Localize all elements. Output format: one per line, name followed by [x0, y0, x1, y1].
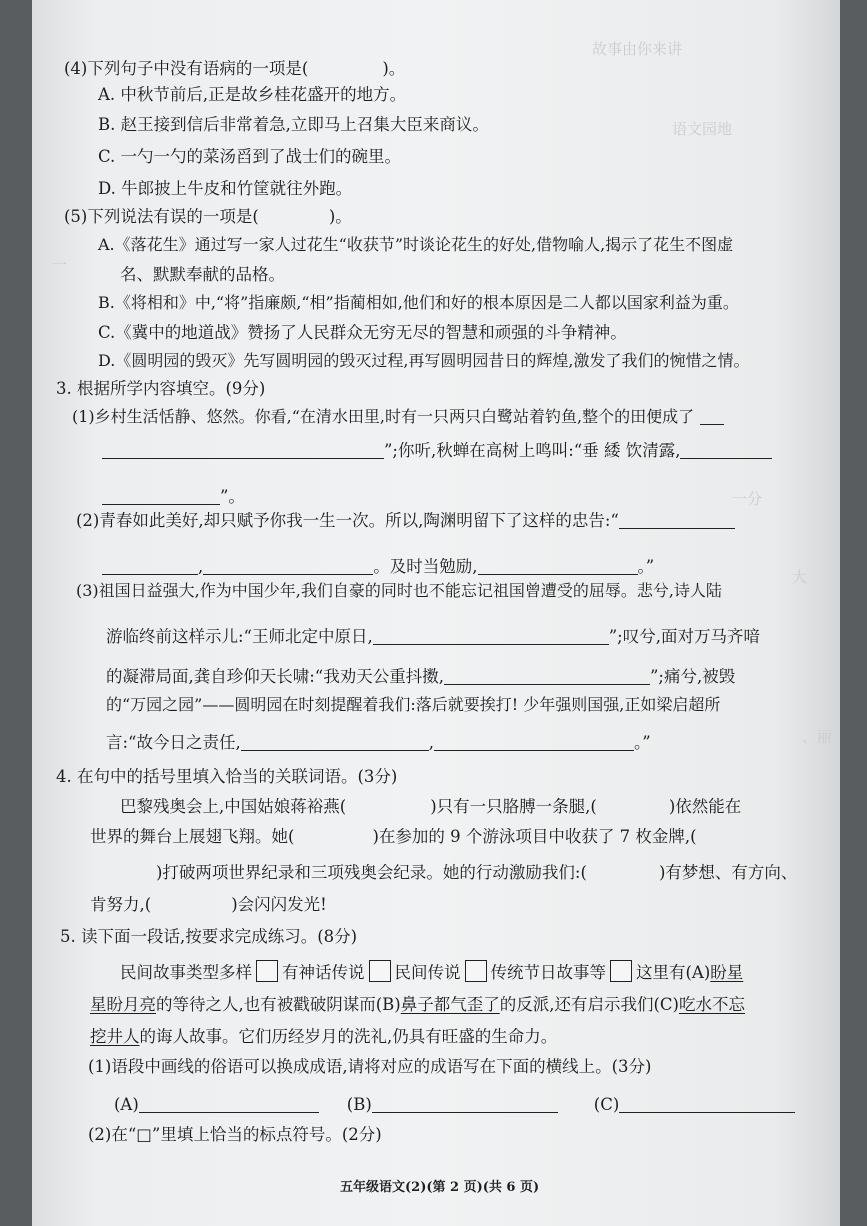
bleed-text: 语文园地 — [672, 120, 733, 138]
option-a: A. 中秋节前后,正是故乡桂花盛开的地方。 — [98, 85, 407, 104]
q3-part2-line2 — [102, 556, 654, 578]
text: 肯努力,( — [90, 895, 152, 914]
text: 有神话传说 — [282, 963, 365, 982]
fill-blank[interactable] — [680, 442, 772, 459]
bleed-text: 、丽 — [802, 728, 833, 746]
text: 游临终前这样示儿:“王师北定中原日, — [106, 627, 373, 646]
fill-blank[interactable] — [102, 558, 198, 575]
q3-part3-line5 — [106, 732, 651, 754]
underlined-proverb: 星盼月亮 — [90, 995, 156, 1014]
fill-blank[interactable] — [203, 558, 373, 575]
stem-end: )。 — [328, 207, 352, 226]
label-b: (B) — [346, 1095, 372, 1114]
option-b: B.《将相和》中,“将”指廉颇,“相”指蔺相如,他们和好的根本原因是二人都以国家利益为重。 — [98, 293, 739, 312]
option-c: C.《冀中的地道战》赞扬了人民群众无穷无尽的智慧和顽强的斗争精神。 — [98, 323, 627, 342]
text: 言:“故今日之责任, — [106, 733, 241, 752]
label-a: (A) — [114, 1095, 139, 1114]
fill-blank[interactable] — [102, 488, 220, 505]
stem-text: (4)下列句子中没有语病的一项是( — [64, 59, 309, 78]
fill-blank[interactable] — [373, 628, 609, 645]
text: ”;你听,秋蝉在高树上鸣叫:“垂 緌 饮清露, — [384, 441, 681, 460]
fill-blank[interactable] — [619, 512, 735, 529]
text: 民间传说 — [394, 963, 461, 982]
question-5-title: 5. 读下面一段话,按要求完成练习。(8分) — [60, 927, 358, 946]
text: 巴黎残奥会上,中国姑娘蒋裕燕( — [120, 797, 347, 816]
underlined-proverb: 吃水不忘 — [679, 995, 745, 1014]
text: 。” — [637, 557, 655, 576]
text: , — [198, 557, 204, 576]
answer-blank-a[interactable] — [139, 1096, 319, 1113]
q5-answer-line — [114, 1094, 795, 1116]
fill-blank[interactable] — [102, 442, 384, 459]
text: 。” — [634, 733, 651, 752]
exam-page — [32, 0, 840, 1226]
text: )依然能在 — [668, 797, 742, 816]
answer-blank-c[interactable] — [619, 1096, 795, 1113]
underlined-proverb: 鼻子都气歪了 — [400, 995, 500, 1014]
text: 的等待之人,也有被戳破阴谋而(B) — [156, 995, 401, 1014]
bleed-text: 一分 — [732, 490, 763, 508]
q3-part2-line1 — [76, 510, 735, 532]
bleed-text: 一 — [52, 256, 68, 274]
punctuation-box[interactable] — [465, 960, 487, 982]
text: )有梦想、有方向、 — [658, 863, 798, 882]
q4-line3 — [90, 862, 797, 884]
text: ”。 — [220, 487, 245, 506]
q5-sub2: (2)在“□”里填上恰当的标点符号。(2分) — [88, 1125, 382, 1144]
option-a-line2: 名、默默奉献的品格。 — [120, 265, 285, 284]
q4-line1 — [120, 796, 741, 818]
page-footer: 五年级语文(2)(第 2 页)(共 6 页) — [340, 1180, 540, 1195]
q3-part1-line1 — [72, 406, 724, 428]
text: 的反派,还有启示我们(C) — [499, 995, 679, 1014]
text: , — [428, 733, 434, 752]
fill-blank[interactable] — [434, 734, 634, 751]
text: 传统节日故事等 — [490, 963, 606, 982]
option-d: D.《圆明园的毁灭》先写圆明园的毁灭过程,再写圆明园昔日的辉煌,激发了我们的惋惜之情。 — [98, 351, 750, 370]
fill-blank[interactable] — [241, 734, 429, 751]
option-b: B. 赵王接到信后非常着急,立即马上召集大臣来商议。 — [98, 115, 489, 134]
q3-part1-line3 — [102, 486, 245, 508]
q5-line1 — [120, 960, 743, 984]
question-4-title: 4. 在句中的括号里填入恰当的关联词语。(3分) — [56, 767, 398, 786]
q3-part3-line2 — [106, 626, 760, 648]
q5-line2 — [90, 994, 745, 1016]
q3-part1-line2 — [102, 440, 772, 462]
text: )会闪闪发光! — [231, 895, 327, 914]
answer-blank-b[interactable] — [372, 1096, 558, 1113]
text: ”;叹兮,面对万马齐喑 — [608, 627, 760, 646]
punctuation-box[interactable] — [369, 960, 391, 982]
punctuation-box[interactable] — [610, 960, 632, 982]
punctuation-box[interactable] — [256, 960, 278, 982]
text: (1)乡村生活恬静、悠然。你看,“在清水田里,时有一只两只白鹭站着钓鱼,整个的田便成了 — [72, 407, 695, 426]
text: )在参加的 9 个游泳项目中收获了 7 枚金牌,( — [372, 827, 697, 846]
text: 这里有(A) — [636, 963, 711, 982]
bleed-text: 大 — [792, 568, 808, 586]
fill-blank[interactable] — [700, 408, 724, 425]
text: )打破两项世界纪录和三项残奥会纪录。她的行动激励我们:( — [156, 863, 587, 882]
q4-line4 — [90, 894, 327, 916]
text: )只有一只胳膊一条腿,( — [430, 797, 597, 816]
text: 的诲人故事。它们历经岁月的洗礼,仍具有旺盛的生命力。 — [139, 1027, 558, 1046]
text: ”;痛兮,被毁 — [649, 667, 736, 686]
underlined-proverb: 挖井人 — [90, 1027, 140, 1046]
stem-text: (5)下列说法有误的一项是( — [64, 207, 259, 226]
stem-end: )。 — [382, 59, 406, 78]
question-3-title: 3. 根据所学内容填空。(9分) — [56, 379, 266, 398]
exam-paper — [32, 0, 840, 1226]
option-d: D. 牛郎披上牛皮和竹筐就往外跑。 — [98, 179, 353, 198]
underlined-proverb: 盼星 — [710, 963, 744, 982]
text: 的凝滞局面,龚自珍仰天长啸:“我劝天公重抖擞, — [106, 667, 444, 686]
text: 世界的舞台上展翅飞翔。她( — [90, 827, 295, 846]
text: (2)青春如此美好,却只赋予你我一生一次。所以,陶渊明留下了这样的忠告:“ — [76, 511, 619, 530]
label-c: (C) — [593, 1095, 620, 1114]
q3-part3-line1: (3)祖国日益强大,作为中国少年,我们自豪的同时也不能忘记祖国曾遭受的屈辱。悲兮,诗人陆 — [76, 581, 722, 600]
q5-sub1: (1)语段中画线的俗语可以换成成语,请将对应的成语写在下面的横线上。(3分) — [88, 1057, 652, 1076]
fill-blank[interactable] — [478, 558, 638, 575]
fill-blank[interactable] — [444, 668, 650, 685]
question-2-4-stem — [64, 58, 405, 80]
bleed-text: 故事由你来讲 — [592, 40, 683, 58]
q5-line3 — [90, 1026, 557, 1048]
q3-part3-line3 — [106, 666, 735, 688]
question-2-5-stem — [64, 206, 352, 228]
option-c: C. 一勺一勺的菜汤舀到了战士们的碗里。 — [98, 147, 402, 166]
option-a-line1: A.《落花生》通过写一家人过花生“收获节”时谈论花生的好处,借物喻人,揭示了花生不图虚 — [98, 235, 734, 254]
q3-part3-line4: 的“万园之园”——圆明园在时刻提醒着我们:落后就要挨打! 少年强则国强,正如梁启超所 — [106, 695, 721, 714]
text: 。及时当勉励, — [373, 557, 478, 576]
text: 民间故事类型多样 — [120, 963, 252, 982]
q4-line2 — [90, 826, 697, 848]
